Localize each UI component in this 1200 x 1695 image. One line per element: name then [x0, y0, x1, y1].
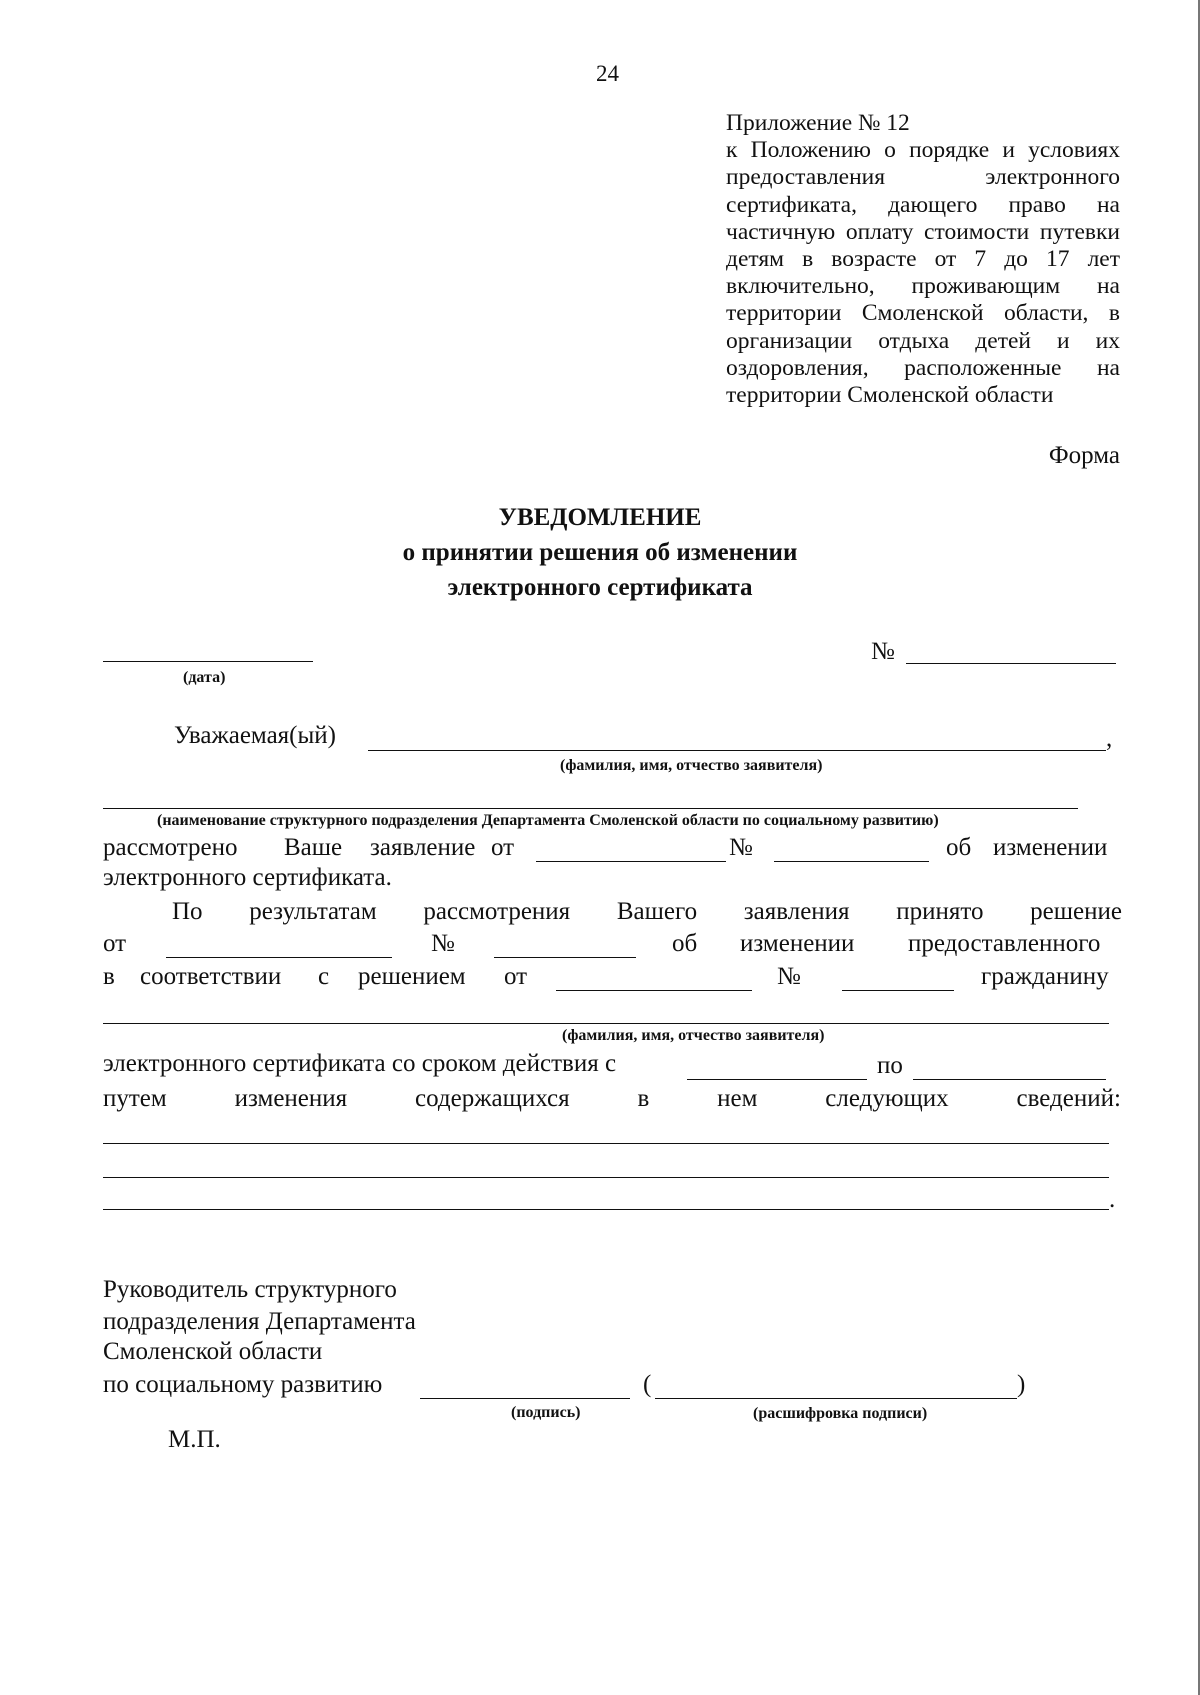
body-text: об: [946, 834, 972, 861]
body-text: рассмотрено: [103, 834, 238, 861]
changes-field-3[interactable]: [103, 1209, 1109, 1210]
appendix-line: частичную оплату стоимости путевки: [726, 218, 1120, 245]
form-label: Форма: [1048, 442, 1120, 469]
body-text: предоставленного: [908, 930, 1101, 957]
number-field[interactable]: [906, 663, 1116, 664]
appendix-line: предоставления электронного: [726, 164, 1120, 191]
body-line: [172, 898, 1122, 925]
body-text: от: [491, 834, 515, 861]
body-word: содержащихся: [415, 1085, 570, 1112]
greeting-comma: ,: [1106, 725, 1113, 752]
citizen-name-field[interactable]: [103, 1023, 1109, 1024]
body-word: результатам: [249, 898, 377, 925]
validity-to-field[interactable]: [913, 1079, 1106, 1080]
body-word: заявления: [743, 898, 850, 925]
validity-from-field[interactable]: [687, 1079, 867, 1080]
open-paren: (: [643, 1371, 652, 1398]
signatory-title: по социальному развитию: [103, 1371, 383, 1398]
body-text: электронного сертификата.: [103, 864, 392, 891]
body-text: в: [103, 963, 115, 990]
body-text: гражданину: [981, 963, 1109, 990]
doc-title: УВЕДОМЛЕНИЕ: [498, 504, 702, 531]
page-number: 24: [596, 61, 619, 86]
number-sign: №: [871, 638, 895, 665]
prior-decision-date-field[interactable]: [556, 990, 752, 991]
appendix-line: организации отдыха детей и их: [726, 327, 1120, 354]
changes-field-1[interactable]: [103, 1143, 1109, 1144]
application-date-field[interactable]: [536, 861, 726, 862]
signatory-title: Руководитель структурного: [103, 1276, 397, 1303]
signature-decode-field[interactable]: [655, 1398, 1017, 1399]
decision-number-field[interactable]: [494, 957, 636, 958]
application-number-field[interactable]: [774, 861, 929, 862]
body-text: заявление: [370, 834, 476, 861]
greeting-label: Уважаемая(ый): [174, 722, 336, 749]
body-text: изменении: [740, 930, 855, 957]
body-word: следующих: [825, 1085, 949, 1112]
date-field[interactable]: [103, 661, 313, 662]
body-word: сведений:: [1016, 1085, 1121, 1112]
signatory-title: Смоленской области: [103, 1338, 323, 1365]
close-paren: ): [1017, 1371, 1026, 1398]
appendix-line: территории Смоленской области: [726, 382, 1054, 409]
applicant-name-field[interactable]: [368, 750, 1106, 751]
number-sign: №: [431, 930, 455, 957]
signatory-title: подразделения Департамента: [103, 1308, 416, 1335]
body-text: изменении: [993, 834, 1108, 861]
department-caption: (наименование структурного подразделения Департамента Смоленской области по социальному развитию): [157, 812, 939, 829]
body-text: электронного сертификата со сроком действия с: [103, 1050, 617, 1077]
appendix-line: сертификата, дающего право на: [726, 191, 1120, 218]
appendix-line: детям в возрасте от 7 до 17 лет: [726, 246, 1120, 273]
body-text: Ваше: [284, 834, 343, 861]
number-sign: №: [777, 963, 801, 990]
body-text: по: [877, 1052, 903, 1079]
citizen-name-caption: (фамилия, имя, отчество заявителя): [562, 1027, 825, 1044]
appendix-line: территории Смоленской области, в: [726, 300, 1120, 327]
body-word: путем: [103, 1085, 167, 1112]
appendix-block: [726, 110, 1120, 409]
appendix-line: включительно, проживающим на: [726, 273, 1120, 300]
body-text: от: [103, 930, 127, 957]
body-word: изменения: [234, 1085, 348, 1112]
body-text: об: [672, 930, 698, 957]
body-word: рассмотрения: [423, 898, 571, 925]
appendix-line: оздоровления, расположенные на: [726, 354, 1120, 381]
body-text: решением: [358, 963, 466, 990]
signature-field[interactable]: [420, 1398, 630, 1399]
date-caption: (дата): [183, 669, 226, 686]
body-word: По: [172, 898, 203, 925]
body-text: с: [318, 963, 330, 990]
body-word: нем: [717, 1085, 758, 1112]
body-word: решение: [1030, 898, 1122, 925]
body-text: от: [504, 963, 528, 990]
changes-field-2[interactable]: [103, 1177, 1109, 1178]
appendix-line: к Положению о порядке и условиях: [726, 137, 1120, 164]
body-word: в: [637, 1085, 650, 1112]
stamp-label: М.П.: [168, 1426, 221, 1453]
end-dot: .: [1109, 1186, 1116, 1213]
body-line: [103, 1085, 1121, 1112]
body-word: принято: [896, 898, 984, 925]
prior-decision-number-field[interactable]: [842, 990, 954, 991]
number-sign: №: [729, 834, 753, 861]
signature-decode-caption: (расшифровка подписи): [753, 1405, 928, 1422]
doc-subtitle: электронного сертификата: [447, 574, 753, 601]
signature-caption: (подпись): [511, 1404, 581, 1421]
appendix-line: Приложение № 12: [726, 110, 910, 136]
body-word: Вашего: [616, 898, 698, 925]
body-text: соответствии: [140, 963, 282, 990]
applicant-name-caption: (фамилия, имя, отчество заявителя): [560, 757, 823, 774]
department-field[interactable]: [103, 808, 1078, 809]
doc-subtitle: о принятии решения об изменении: [402, 539, 798, 566]
decision-date-field[interactable]: [166, 957, 392, 958]
